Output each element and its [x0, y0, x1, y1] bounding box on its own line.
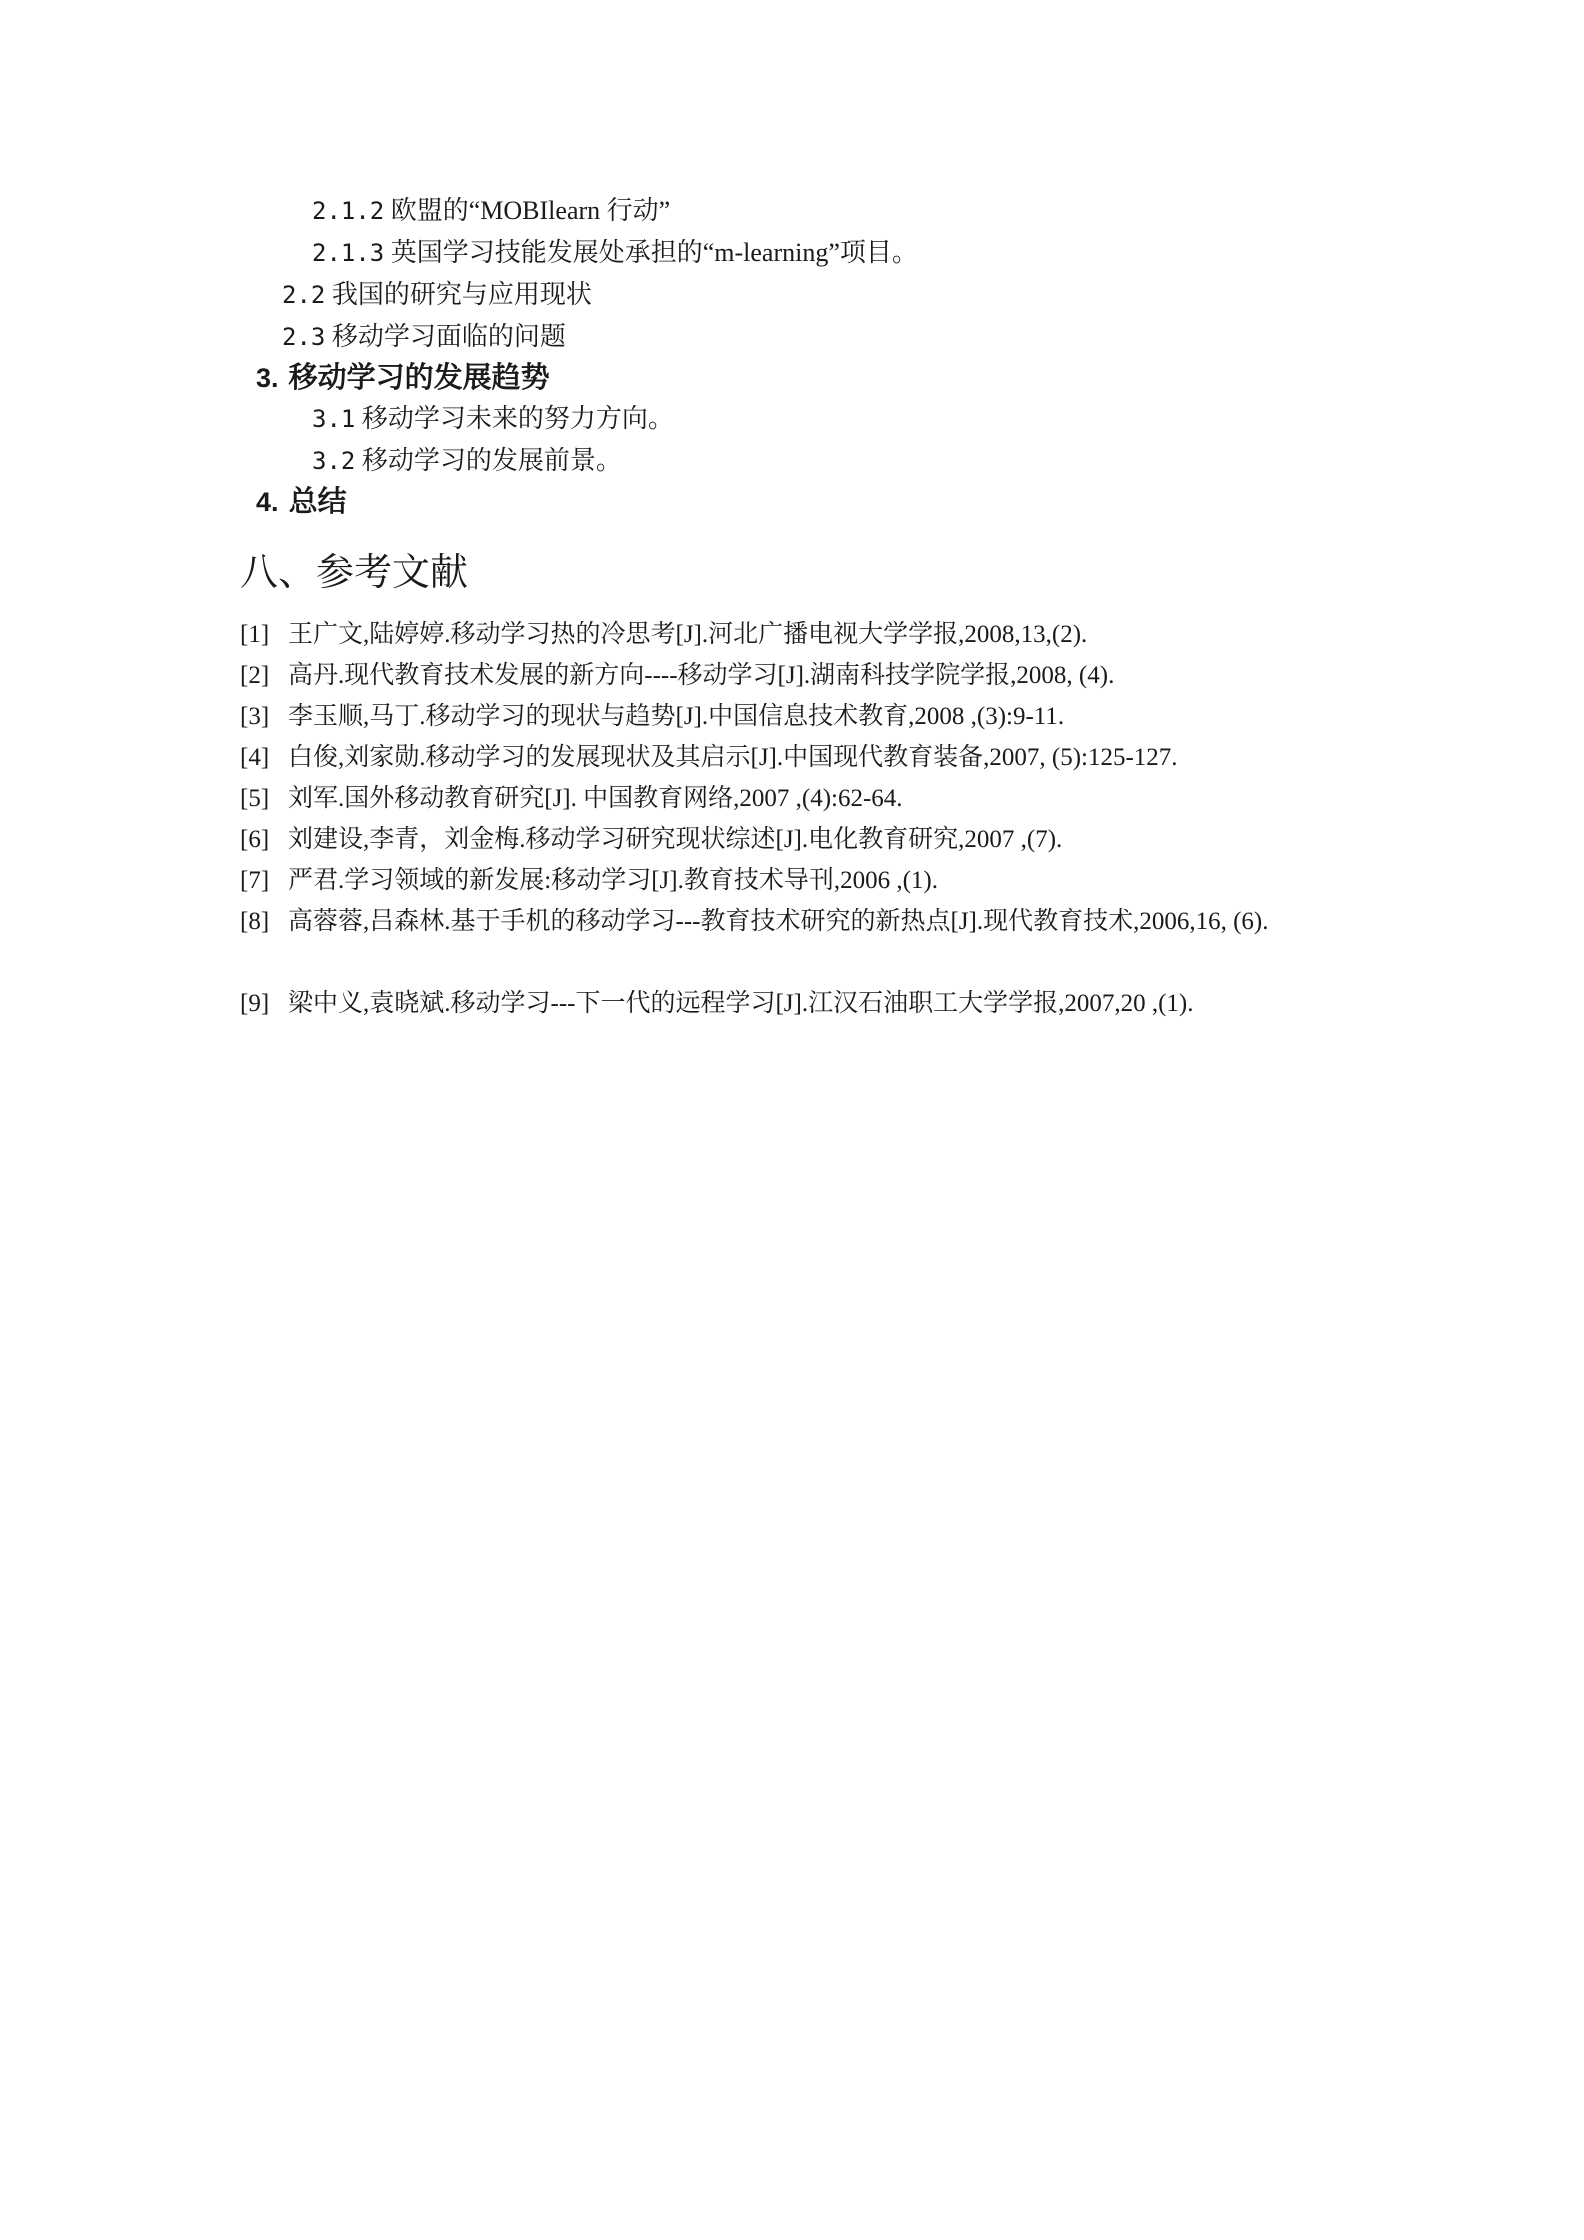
reference-id: [3] [240, 703, 270, 730]
reference-item [240, 655, 1360, 696]
reference-id: [9] [240, 990, 270, 1017]
outline-item-2-3 [282, 320, 566, 354]
reference-item [240, 819, 1360, 860]
outline-number: 2.1.2 [312, 197, 385, 225]
reference-text: 高蓉蓉,吕森林.基于手机的移动学习---教育技术研究的新热点[J].现代教育技术,2006,16, (6). [288, 908, 1269, 935]
outline-number: 2.1.3 [312, 239, 385, 267]
outline-text: 欧盟的“MOBIlearn 行动” [390, 196, 671, 225]
outline-item-4 [256, 484, 347, 519]
reference-id: [8] [240, 908, 270, 935]
outline-text: 我国的研究与应用现状 [331, 280, 592, 309]
reference-text: 严君.学习领域的新发展:移动学习[J].教育技术导刊,2006 ,(1). [288, 867, 938, 894]
reference-text: 王广文,陆婷婷.移动学习热的冷思考[J].河北广播电视大学学报,2008,13,(2). [288, 621, 1088, 648]
reference-text: 梁中义,袁晓斌.移动学习---下一代的远程学习[J].江汉石油职工大学学报,2007,20 ,(1). [288, 990, 1194, 1017]
reference-id: [6] [240, 826, 270, 853]
outline-number: 2.3 [282, 323, 326, 351]
reference-id: [7] [240, 867, 270, 894]
outline-number: 4. [256, 487, 279, 517]
outline-text: 移动学习未来的努力方向。 [361, 404, 674, 433]
references-heading: 八、参考文献 [240, 550, 469, 594]
outline-number: 3.1 [312, 405, 356, 433]
reference-text: 刘军.国外移动教育研究[J]. 中国教育网络,2007 ,(4):62-64. [288, 785, 903, 812]
outline-text: 总结 [288, 484, 347, 518]
outline-item-2-1-2 [312, 194, 670, 228]
reference-item [240, 901, 1360, 942]
outline-number: 2.2 [282, 281, 326, 309]
reference-id: [2] [240, 662, 270, 689]
reference-item [240, 860, 1360, 901]
outline-number: 3. [256, 363, 279, 393]
outline-item-2-1-3 [312, 236, 918, 270]
outline-item-3 [256, 360, 550, 395]
reference-text: 李玉顺,马丁.移动学习的现状与趋势[J].中国信息技术教育,2008 ,(3):9-11. [288, 703, 1065, 730]
reference-id: [1] [240, 621, 270, 648]
outline-item-2-2 [282, 278, 592, 312]
outline-text: 移动学习的发展趋势 [288, 360, 550, 394]
reference-item [240, 778, 1360, 819]
outline-item-3-2 [312, 444, 622, 478]
reference-id: [4] [240, 744, 270, 771]
reference-text: 白俊,刘家勋.移动学习的发展现状及其启示[J].中国现代教育装备,2007, (5):125-127. [288, 744, 1178, 771]
reference-item [240, 696, 1360, 737]
outline-number: 3.2 [312, 447, 356, 475]
reference-item [240, 614, 1360, 655]
reference-id: [5] [240, 785, 270, 812]
outline-text: 移动学习的发展前景。 [361, 446, 622, 475]
outline-item-3-1 [312, 402, 674, 436]
outline-text: 移动学习面临的问题 [331, 322, 566, 351]
outline-text: 英国学习技能发展处承担的“m-learning”项目。 [390, 238, 918, 267]
reference-text: 刘建设,李青，刘金梅.移动学习研究现状综述[J].电化教育研究,2007 ,(7). [288, 826, 1063, 853]
reference-text: 高丹.现代教育技术发展的新方向----移动学习[J].湖南科技学院学报,2008, (4). [288, 662, 1115, 689]
reference-item [240, 737, 1360, 778]
reference-item [240, 983, 1360, 1024]
